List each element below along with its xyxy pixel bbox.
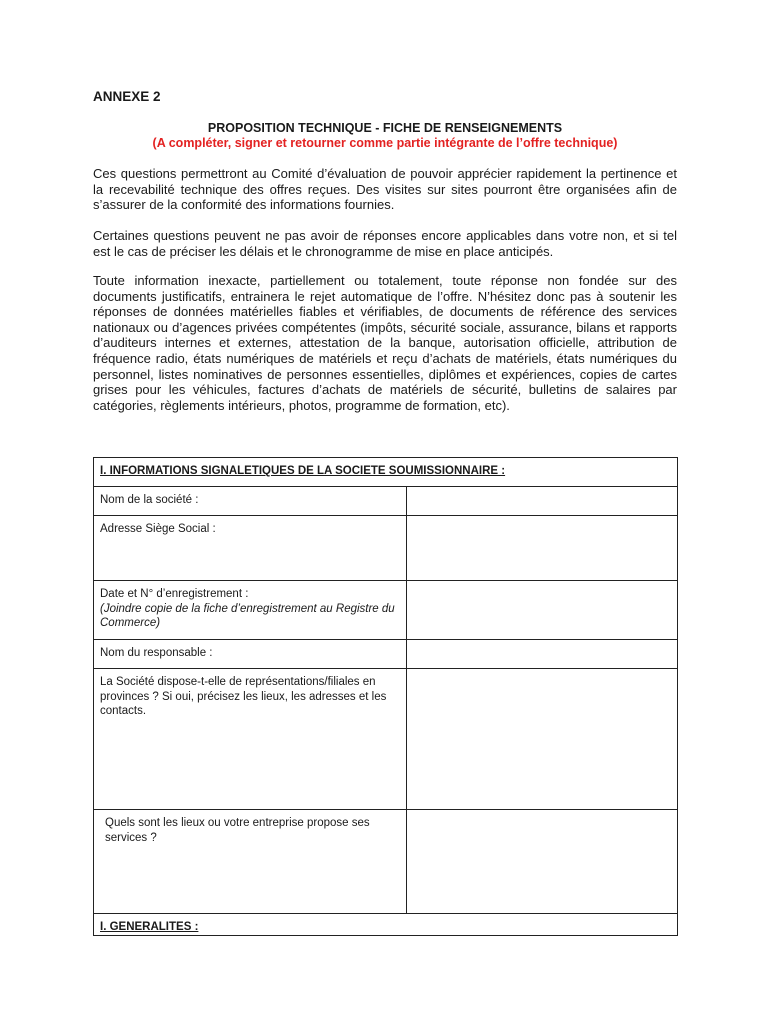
registration-label: Date et N° d’enregistrement : bbox=[100, 588, 249, 600]
row-label-manager-name: Nom du responsable : bbox=[94, 640, 407, 669]
document-title: PROPOSITION TECHNIQUE - FICHE DE RENSEIGNEMENTS bbox=[207, 121, 563, 135]
information-form-table bbox=[93, 457, 678, 936]
intro-paragraph-3: Toute information inexacte, partiellement ou totalement, toute réponse non fondée sur des documents justificatifs, entrainera le rejet automatique de l’offre. N’hésitez donc pas à soutenir les réponses de données matérielles fiables et vérifiables, de documents de référence des services nationaux ou d’agences privées compétentes (impôts, sécurité sociale, assurance, bilans et rapports d’auditeurs internes et externes, attestation de la banque, autorisation officielle, attribution de fréquence radio, états numériques de matériels et reçu d’achats de matériels, états numériques du personnel, listes nominatives de personnes essentielles, diplômes et expériences, copies de cartes grises pour les véhicules, factures d’achats de matériels de sécurité, bulletins de salaires par catégories, règlements intérieurs, photos, programme de formation, etc). bbox=[93, 273, 677, 413]
service-locations-field[interactable] bbox=[407, 810, 678, 914]
title-block bbox=[93, 121, 677, 151]
intro-paragraph-2: Certaines questions peuvent ne pas avoir de réponses encore applicables dans votre non, et si tel est le cas de préciser les délais et le chronogramme de mise en place anticipés. bbox=[93, 228, 677, 259]
intro-paragraph-1: Ces questions permettront au Comité d’évaluation de pouvoir apprécier rapidement la pertinence et la recevabilité technique des offres reçues. Des visites sur sites pourront être organisées afin de s’assurer de la conformité des informations fournies. bbox=[93, 166, 677, 213]
document-subtitle: (A compléter, signer et retourner comme partie intégrante de l’offre technique) bbox=[152, 136, 618, 150]
section-header-row bbox=[94, 914, 678, 936]
annex-label: ANNEXE 2 bbox=[93, 89, 161, 104]
table-row bbox=[94, 669, 678, 810]
company-name-field[interactable] bbox=[407, 487, 678, 516]
section-header-generalites: I. GENERALITES : bbox=[94, 914, 678, 936]
table-row bbox=[94, 516, 678, 581]
table-row bbox=[94, 581, 678, 640]
row-label-service-locations: Quels sont les lieux ou votre entreprise propose ses services ? bbox=[94, 810, 407, 914]
row-label-registration bbox=[94, 581, 407, 640]
manager-name-field[interactable] bbox=[407, 640, 678, 669]
section-header-signaletiques: I. INFORMATIONS SIGNALETIQUES DE LA SOCIETE SOUMISSIONNAIRE : bbox=[94, 458, 678, 487]
table-row bbox=[94, 487, 678, 516]
section-header-row bbox=[94, 458, 678, 487]
registration-field[interactable] bbox=[407, 581, 678, 640]
row-label-company-name: Nom de la société : bbox=[94, 487, 407, 516]
table-row bbox=[94, 640, 678, 669]
registration-note: (Joindre copie de la fiche d’enregistrement au Registre du Commerce) bbox=[100, 602, 395, 629]
head-office-address-field[interactable] bbox=[407, 516, 678, 581]
table-row bbox=[94, 810, 678, 914]
row-label-head-office-address: Adresse Siège Social : bbox=[94, 516, 407, 581]
branches-field[interactable] bbox=[407, 669, 678, 810]
row-label-branches: La Société dispose-t-elle de représentations/filiales en provinces ? Si oui, précisez les lieux, les adresses et les contacts. bbox=[94, 669, 407, 810]
